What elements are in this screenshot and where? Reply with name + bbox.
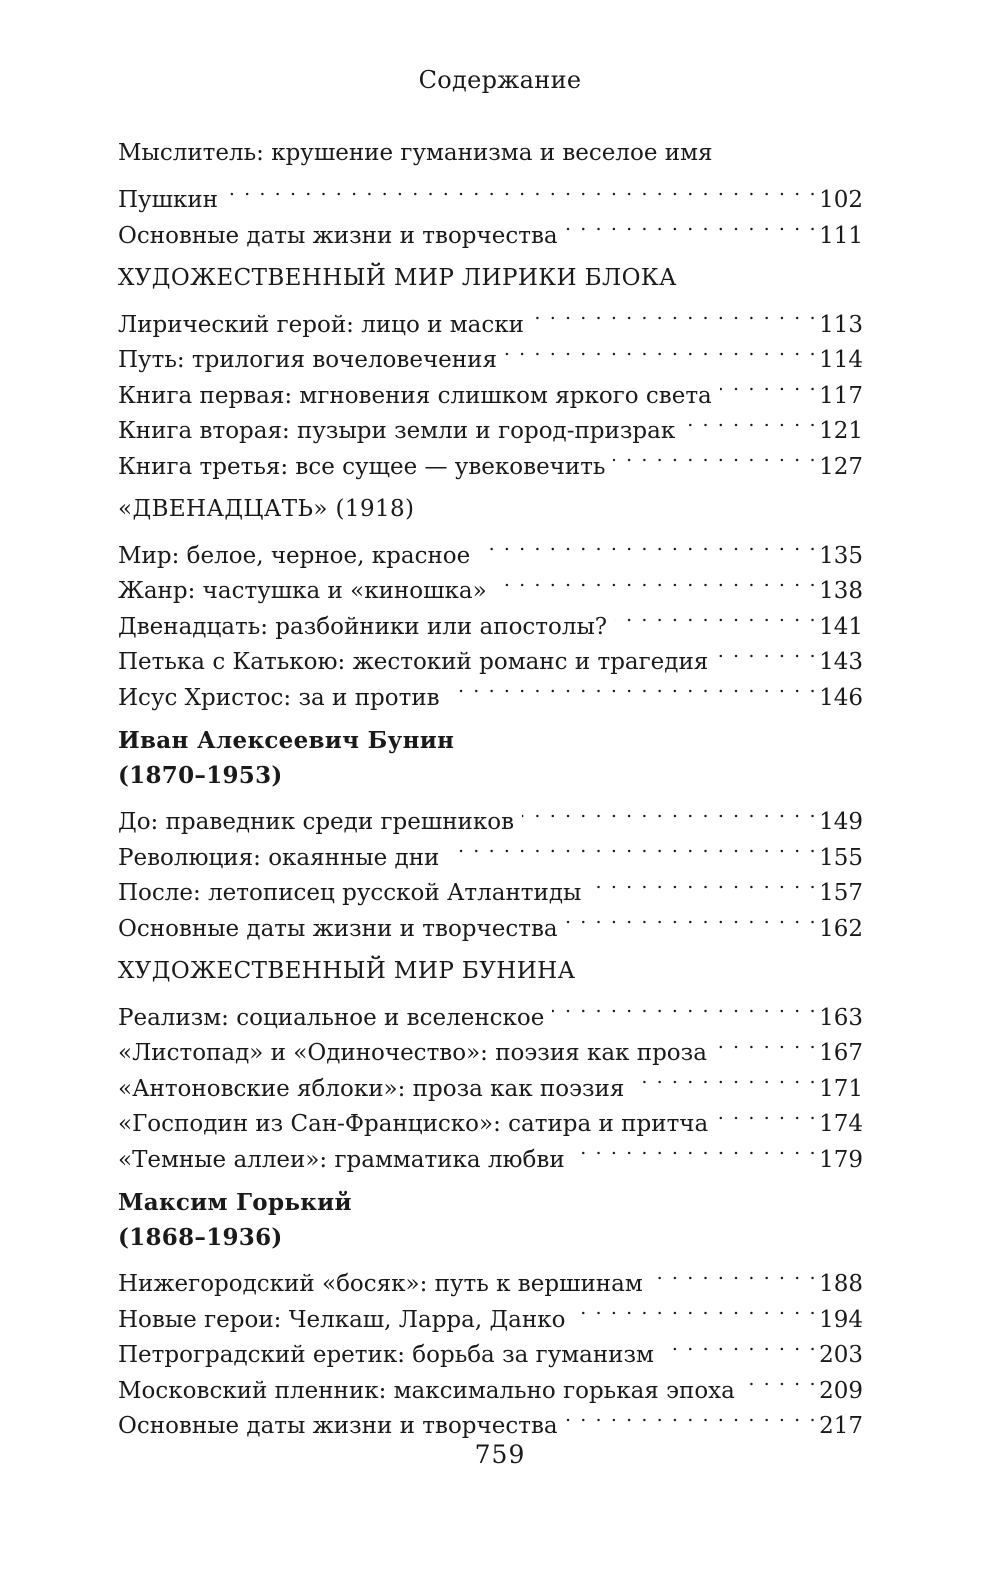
dot-leader	[566, 900, 817, 936]
dot-leader	[716, 634, 817, 670]
page-number: 759	[474, 1440, 526, 1469]
toc-entry-page: 217	[819, 1413, 863, 1439]
dot-leader	[566, 207, 817, 243]
dot-leader	[615, 598, 817, 634]
toc-section-pushkin-end	[118, 136, 863, 249]
toc-entry-page: 138	[819, 578, 863, 604]
toc-entry-title: После: летописец русской Атлантиды	[118, 880, 582, 906]
running-head: Содержание	[418, 66, 582, 94]
dot-leader	[715, 1025, 817, 1061]
toc-entry-title: Путь: трилогия вочеловечения	[118, 347, 497, 373]
toc-entry-title: Книга вторая: пузыри земли и город-призрак	[118, 418, 676, 444]
dot-leader	[651, 1256, 817, 1292]
toc-entry-page: 102	[819, 187, 863, 213]
dot-leader	[573, 1131, 817, 1167]
toc-entry-page: 171	[819, 1075, 863, 1102]
dot-leader	[566, 1398, 817, 1434]
toc-entry[interactable]	[118, 296, 863, 338]
dot-leader	[743, 1362, 817, 1398]
toc-entry-page: 194	[819, 1306, 863, 1333]
toc-entry-title: Основные даты жизни и творчества	[118, 222, 558, 249]
dot-leader	[532, 296, 817, 332]
toc-section-gorky	[118, 1185, 863, 1439]
toc-entry-page: 162	[819, 915, 863, 942]
toc-entry[interactable]	[118, 172, 863, 213]
toc-entry[interactable]	[118, 1256, 863, 1297]
toc-entry-title: Мир: белое, черное, красное	[118, 542, 471, 569]
toc-entry-title: До: праведник среди грешников	[118, 809, 515, 835]
dot-leader	[552, 989, 817, 1025]
dot-leader	[573, 1291, 817, 1327]
toc-entry-page: 113	[819, 311, 863, 338]
toc-entry-title: Нижегородский «босяк»: путь к вершинам	[118, 1271, 643, 1297]
toc-entry-page: 174	[819, 1111, 863, 1137]
toc-section-blok-world	[118, 261, 863, 480]
dot-leader	[683, 403, 817, 439]
author-name: Иван Алексеевич Бунин	[118, 726, 455, 754]
dot-leader	[448, 669, 817, 705]
dot-leader	[662, 1327, 817, 1363]
dot-leader	[720, 367, 817, 403]
toc-entry-title: Пушкин	[118, 187, 219, 213]
toc-entry-page: 117	[819, 382, 863, 409]
dot-leader	[505, 332, 817, 368]
toc-entry-title: Жанр: частушка и «киношка»	[118, 578, 487, 604]
toc-entry-page: 163	[819, 1004, 863, 1031]
toc-entry-title: Революция: окаянные дни	[118, 844, 440, 871]
toc-entry-title: Основные даты жизни и творчества	[118, 1413, 558, 1439]
dot-leader	[716, 1096, 817, 1132]
toc-entry[interactable]	[118, 527, 863, 569]
toc-section-bunin-world	[118, 954, 863, 1173]
toc-entry-page: 146	[819, 684, 863, 711]
toc-entry-title: «Господин из Сан-Франциско»: сатира и притча	[118, 1111, 709, 1137]
toc-entry-page: 111	[819, 222, 863, 249]
toc-entry-first-line	[118, 136, 863, 172]
dot-leader	[522, 794, 817, 830]
toc-entry-page: 203	[819, 1342, 863, 1368]
dot-leader	[632, 1060, 817, 1096]
section-heading: ХУДОЖЕСТВЕННЫЙ МИР ЛИРИКИ БЛОКА	[118, 264, 677, 291]
author-name: Максим Горький	[118, 1188, 352, 1216]
toc-entry-title: «Антоновские яблоки»: проза как поэзия	[118, 1075, 625, 1102]
toc-entry-title: Книга третья: все сущее — увековечить	[118, 453, 606, 480]
author-years: (1870–1953)	[118, 762, 283, 789]
toc-entry-title: Исус Христос: за и против	[118, 684, 440, 711]
toc-entry[interactable]	[118, 207, 863, 249]
toc-entry-page: 114	[819, 347, 863, 373]
toc-entry-page: 179	[819, 1146, 863, 1173]
toc-entry-page: 135	[819, 542, 863, 569]
toc-entry-title: Двенадцать: разбойники или апостолы?	[118, 613, 608, 640]
toc-entry-title: Петька с Катькою: жестокий романс и трагедия	[118, 649, 709, 675]
toc-entry-page: 143	[819, 649, 863, 675]
toc-entry-title: Книга первая: мгновения слишком яркого света	[118, 382, 712, 409]
toc-entry-title: «Листопад» и «Одиночество»: поэзия как проза	[118, 1040, 707, 1066]
toc-entry-title: Новые герои: Челкаш, Ларра, Данко	[118, 1306, 566, 1333]
dot-leader	[447, 829, 817, 865]
toc-entry-page: 121	[819, 418, 863, 444]
toc-entry-title: Петроградский еретик: борьба за гуманизм	[118, 1342, 654, 1368]
toc-entry-page: 188	[819, 1271, 863, 1297]
toc-entry[interactable]	[118, 989, 863, 1031]
toc-entry-page: 157	[819, 880, 863, 906]
table-of-contents	[118, 136, 863, 1439]
toc-entry-page: 209	[819, 1377, 863, 1404]
toc-section-twelve	[118, 492, 863, 711]
toc-entry-title: Лирический герой: лицо и маски	[118, 311, 524, 338]
dot-leader	[589, 865, 817, 901]
dot-leader	[495, 563, 817, 599]
section-heading: «ДВЕНАДЦАТЬ» (1918)	[118, 495, 415, 522]
toc-entry-page: 155	[819, 844, 863, 871]
dot-leader	[226, 172, 817, 208]
toc-entry[interactable]	[118, 794, 863, 835]
toc-entry-title: Мыслитель: крушение гуманизма и веселое имя	[118, 140, 713, 166]
toc-entry-title: Реализм: социальное и вселенское	[118, 1004, 545, 1031]
toc-entry-page: 149	[819, 809, 863, 835]
toc-entry-page: 167	[819, 1040, 863, 1066]
author-years: (1868–1936)	[118, 1224, 283, 1251]
dot-leader	[613, 438, 817, 474]
toc-entry-page: 141	[819, 613, 863, 640]
toc-entry-page: 127	[819, 453, 863, 480]
toc-entry-title: «Темные аллеи»: грамматика любви	[118, 1146, 565, 1173]
toc-section-bunin	[118, 723, 863, 942]
dot-leader	[478, 527, 817, 563]
section-heading: ХУДОЖЕСТВЕННЫЙ МИР БУНИНА	[118, 957, 576, 984]
toc-entry-title: Московский пленник: максимально горькая эпоха	[118, 1377, 735, 1404]
toc-entry-title: Основные даты жизни и творчества	[118, 915, 558, 942]
